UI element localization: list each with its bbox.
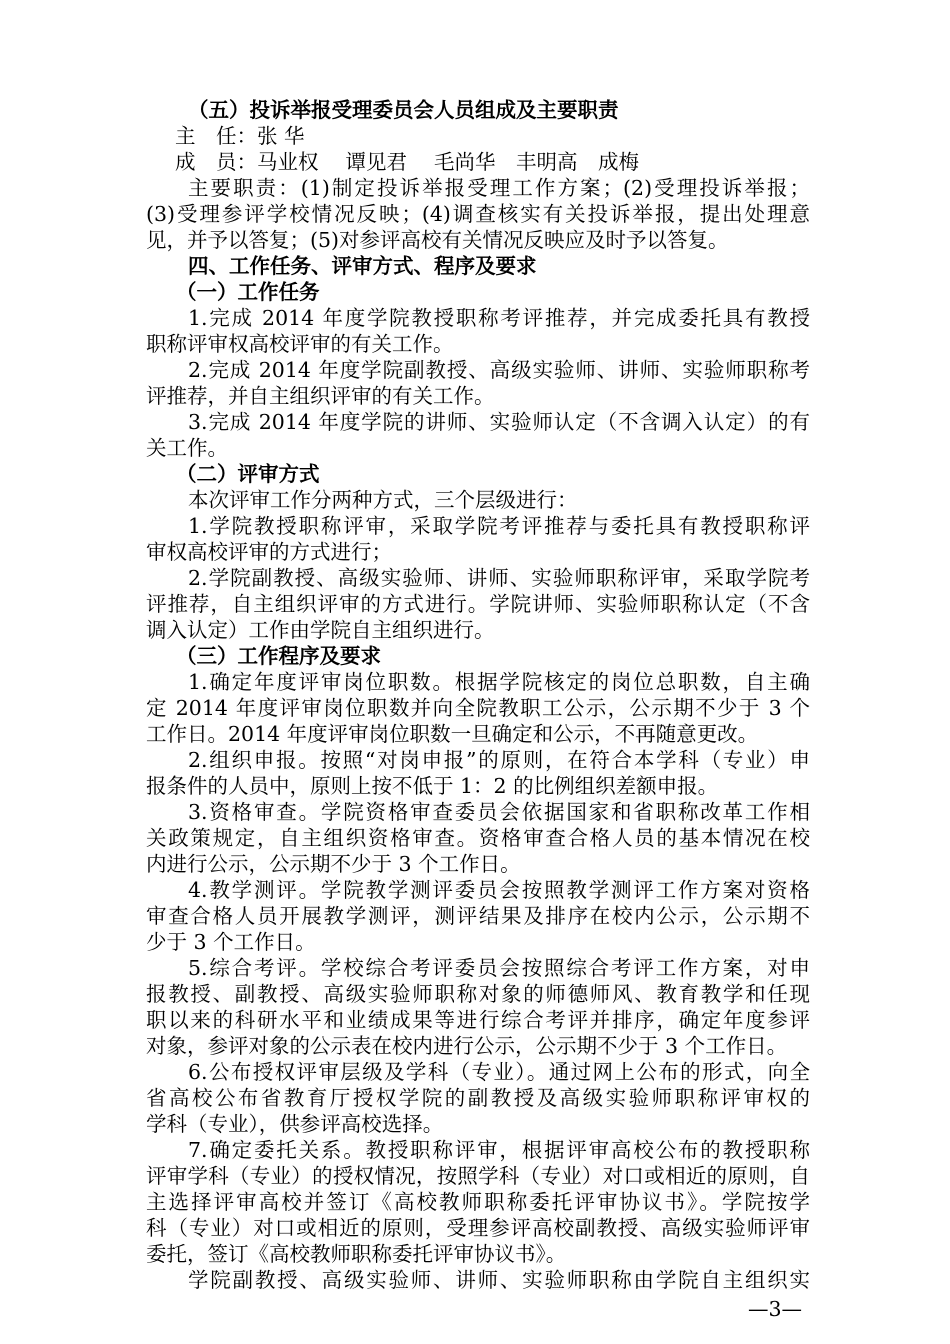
procedure-line-14: 职以来的科研水平和业绩成果等进行综合考评并排序，确定年度参评 [146, 1008, 810, 1032]
procedure-line-10: 审查合格人员开展教学测评，测评结果及排序在校内公示，公示期不 [146, 904, 810, 928]
method-line-4: 2.学院副教授、高级实验师、讲师、实验师职称评审，采取学院考 [188, 566, 810, 590]
procedure-line-23: 委托，签订《高校教师职称委托评审协议书》。 [146, 1242, 567, 1266]
method-line-3: 审权高校评审的方式进行； [146, 540, 392, 564]
procedure-line-21: 主选择评审高校并签订《高校教师职称委托评审协议书》。学院按学 [146, 1190, 810, 1214]
procedure-line-5: 报条件的人员中，原则上按不低于 1：2 的比例组织差额申报。 [146, 774, 719, 798]
procedure-line-1: 1.确定年度评审岗位职数。根据学院核定的岗位总职数，自主确 [188, 670, 810, 694]
procedure-line-11: 少于 3 个工作日。 [146, 930, 316, 954]
procedure-line-24: 学院副教授、高级实验师、讲师、实验师职称由学院自主组织实 [188, 1268, 810, 1292]
duties-line-3: 见，并予以答复；(5)对参评高校有关情况反映应及时予以答复。 [146, 228, 729, 252]
procedure-line-7: 关政策规定，自主组织资格审查。资格审查合格人员的基本情况在校 [146, 826, 810, 850]
procedure-line-3: 工作日。2014 年度评审岗位职数一旦确定和公示，不再随意更改。 [146, 722, 759, 746]
task-line-6: 关工作。 [146, 436, 228, 460]
procedure-line-6: 3.资格审查。学院资格审查委员会依据国家和省职称改革工作相 [188, 800, 810, 824]
page-number: —3— [748, 1297, 803, 1321]
procedure-line-19: 7.确定委托关系。教授职称评审，根据评审高校公布的教授职称 [188, 1138, 810, 1162]
procedure-line-12: 5.综合考评。学校综合考评委员会按照综合考评工作方案，对申 [188, 956, 810, 980]
task-line-5: 3.完成 2014 年度学院的讲师、实验师认定（不含调入认定）的有 [188, 410, 810, 434]
procedure-line-2: 定 2014 年度评审岗位职数并向全院教职工公示，公示期不少于 3 个 [146, 696, 810, 720]
procedure-line-18: 学科（专业），供参评高校选择。 [146, 1112, 444, 1136]
procedure-line-13: 报教授、副教授、高级实验师职称对象的师德师风、教育教学和任现 [146, 982, 810, 1006]
procedure-line-17: 省高校公布省教育厅授权学院的副教授及高级实验师职称评审权的 [146, 1086, 810, 1110]
procedure-line-8: 内进行公示，公示期不少于 3 个工作日。 [146, 852, 521, 876]
director-line: 主 任：张 华 [175, 124, 305, 148]
task-line-1: 1.完成 2014 年度学院教授职称考评推荐，并完成委托具有教授 [188, 306, 810, 330]
task-line-3: 2.完成 2014 年度学院副教授、高级实验师、讲师、实验师职称考 [188, 358, 810, 382]
task-line-2: 职称评审权高校评审的有关工作。 [146, 332, 454, 356]
procedure-line-15: 对象，参评对象的公示表在校内进行公示，公示期不少于 3 个工作日。 [146, 1034, 788, 1058]
procedure-line-22: 科（专业）对口或相近的原则，受理参评高校副教授、高级实验师评审 [146, 1216, 810, 1240]
duties-line-1: 主要职责：(1)制定投诉举报受理工作方案；(2)受理投诉举报； [188, 176, 810, 200]
method-line-5: 评推荐，自主组织评审的方式进行。学院讲师、实验师职称认定（不含 [146, 592, 810, 616]
procedure-line-16: 6.公布授权评审层级及学科（专业）。通过网上公布的形式，向全 [188, 1060, 810, 1084]
task-line-4: 评推荐，并自主组织评审的有关工作。 [146, 384, 495, 408]
method-line-2: 1.学院教授职称评审，采取学院考评推荐与委托具有教授职称评 [188, 514, 810, 538]
section-4-title: 四、工作任务、评审方式、程序及要求 [188, 254, 537, 278]
procedure-line-4: 2.组织申报。按照“对岗申报”的原则，在符合本学科（专业）申 [188, 748, 810, 772]
procedure-line-9: 4.教学测评。学院教学测评委员会按照教学测评工作方案对资格 [188, 878, 810, 902]
sub-2-title: （二）评审方式 [176, 462, 320, 486]
procedure-line-20: 评审学科（专业）的授权情况，按照学科（专业）对口或相近的原则，自 [146, 1164, 810, 1188]
sub-1-title: （一）工作任务 [176, 280, 320, 304]
method-line-6: 调入认定）工作由学院自主组织进行。 [146, 618, 495, 642]
members-line: 成 员：马业权 谭见君 毛尚华 丰明高 成梅 [175, 150, 640, 174]
sub-3-title: （三）工作程序及要求 [176, 644, 381, 668]
duties-line-2: (3)受理参评学校情况反映；(4)调查核实有关投诉举报，提出处理意 [146, 202, 810, 226]
method-line-1: 本次评审工作分两种方式，三个层级进行： [188, 488, 578, 512]
heading-committee-complaints: （五）投诉举报受理委员会人员组成及主要职责 [188, 98, 619, 122]
